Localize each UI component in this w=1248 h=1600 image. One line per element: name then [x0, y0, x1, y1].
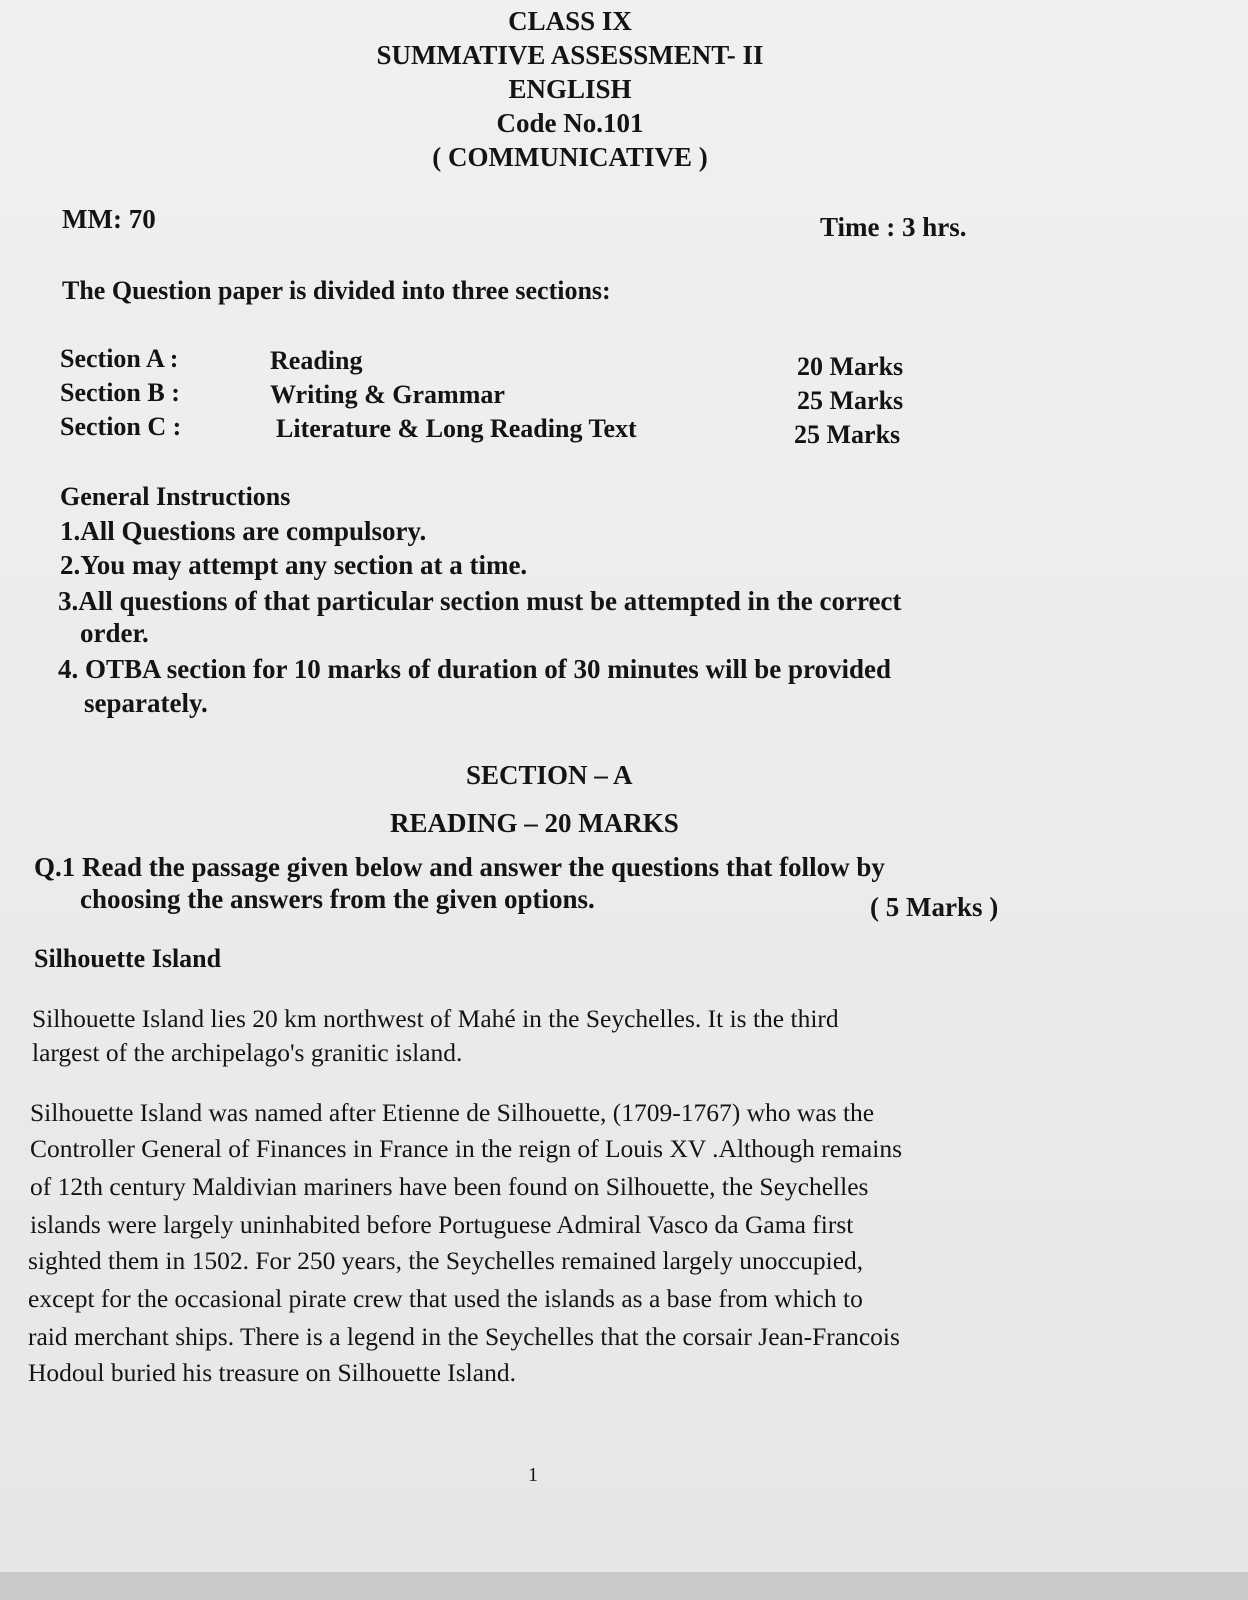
section-a-title: SECTION – A	[466, 760, 633, 790]
section-b-label: Section B :	[60, 378, 180, 407]
class-heading: CLASS IX	[508, 6, 632, 36]
page-number: 1	[528, 1464, 538, 1486]
passage-line: Silhouette Island was named after Etienne de Silhouette, (1709-1767) who was the	[30, 1098, 875, 1127]
section-c-marks: 25 Marks	[794, 420, 901, 449]
section-a-label: Section A :	[60, 344, 179, 373]
passage-line: raid merchant ships. There is a legend in the Seychelles that the corsair Jean-Francois	[28, 1322, 900, 1351]
passage-line: Hodoul buried his treasure on Silhouette Island.	[28, 1358, 516, 1387]
passage-title: Silhouette Island	[34, 944, 222, 973]
section-c-name: Literature & Long Reading Text	[276, 414, 637, 443]
scan-bottom-edge	[0, 1572, 1248, 1600]
section-b-marks: 25 Marks	[797, 386, 904, 415]
passage-line: islands were largely uninhabited before Portuguese Admiral Vasco da Gama first	[30, 1210, 854, 1239]
section-a-name: Reading	[270, 346, 363, 375]
passage-line: sighted them in 1502. For 250 years, the Seychelles remained largely unoccupied,	[28, 1246, 864, 1275]
section-c-label: Section C :	[60, 412, 182, 441]
max-marks: MM: 70	[62, 204, 156, 234]
question-1-marks: ( 5 Marks )	[870, 892, 999, 922]
question-1-line: Q.1 Read the passage given below and answer the questions that follow by	[34, 852, 885, 882]
section-a-marks: 20 Marks	[797, 352, 904, 381]
passage-line: Silhouette Island lies 20 km northwest of Mahé in the Seychelles. It is the third	[32, 1004, 839, 1033]
assessment-heading: SUMMATIVE ASSESSMENT- II	[376, 40, 764, 70]
passage-line: of 12th century Maldivian mariners have been found on Silhouette, the Seychelles	[30, 1172, 869, 1201]
section-b-name: Writing & Grammar	[270, 380, 505, 409]
instruction-item: 1.All Questions are compulsory.	[60, 516, 427, 546]
instruction-item: 3.All questions of that particular section must be attempted in the correct	[58, 586, 902, 616]
instructions-heading: General Instructions	[60, 482, 291, 511]
time-allowed: Time : 3 hrs.	[820, 212, 967, 242]
section-a-subtitle: READING – 20 MARKS	[390, 808, 679, 838]
type-heading: ( COMMUNICATIVE )	[432, 142, 708, 172]
instruction-item: order.	[80, 618, 149, 648]
question-1-line: choosing the answers from the given options.	[80, 884, 595, 914]
instruction-item: 4. OTBA section for 10 marks of duration of 30 minutes will be provided	[58, 654, 892, 684]
subject-heading: ENGLISH	[508, 74, 632, 104]
passage-line: except for the occasional pirate crew that used the islands as a base from which to	[28, 1284, 863, 1313]
passage-line: largest of the archipelago's granitic island.	[32, 1038, 463, 1067]
instruction-item: 2.You may attempt any section at a time.	[60, 550, 528, 580]
code-heading: Code No.101	[496, 108, 644, 138]
instruction-item: separately.	[84, 688, 208, 718]
passage-line: Controller General of Finances in France in the reign of Louis XV .Although remains	[30, 1134, 902, 1163]
sections-intro: The Question paper is divided into three sections:	[62, 276, 611, 305]
